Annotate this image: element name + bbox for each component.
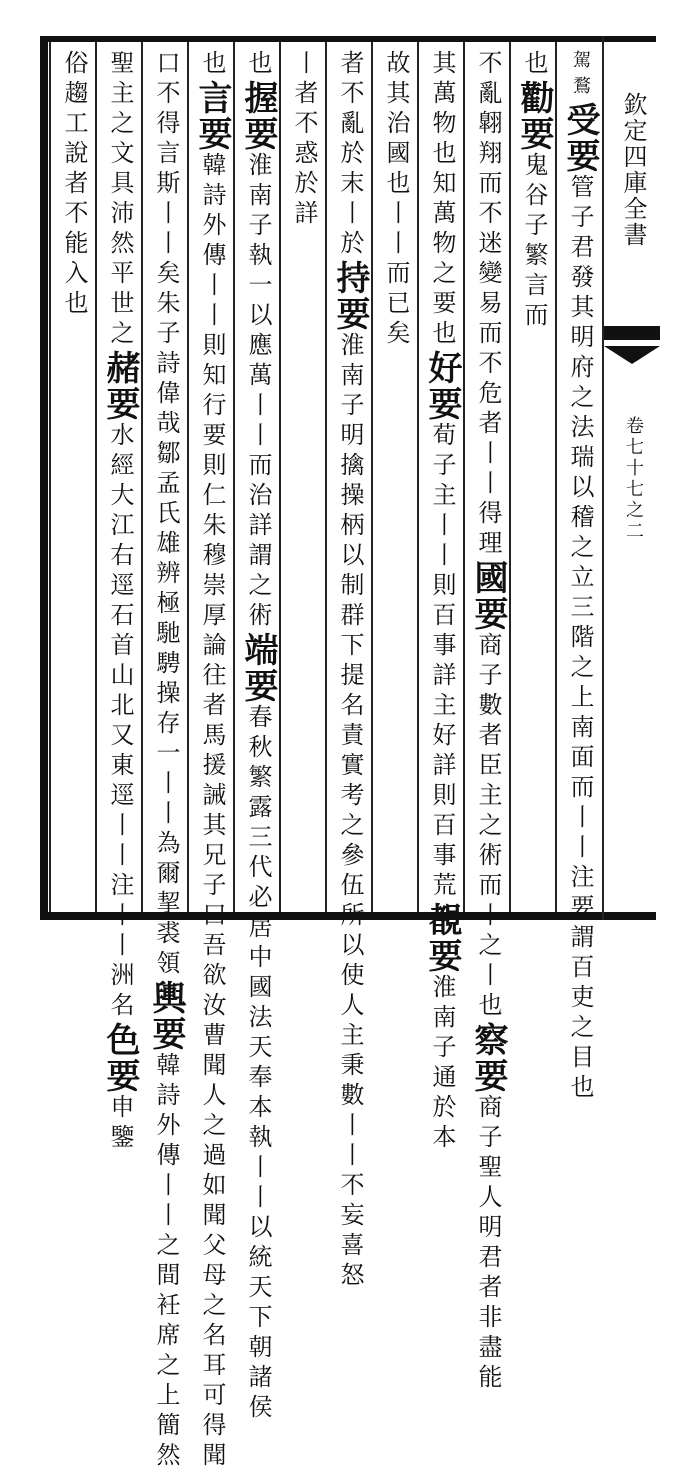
entry-text: 口不得言斯丨丨矣朱子詩偉哉鄒孟氏雄辨極馳騁操存一丨丨為爾挈裘領	[152, 50, 180, 980]
fish-tail-mark-icon	[604, 326, 660, 340]
text-column	[142, 50, 190, 1472]
text-column	[326, 50, 374, 1292]
entry-text: 俗趨工說者不能入也	[60, 50, 88, 320]
entry-text: 丨者不惑於詳	[290, 50, 318, 230]
entry-heading: 察要	[468, 1022, 508, 1094]
entry-text: 鬼谷子繁言而	[520, 152, 548, 332]
entry-text: 春秋繁露三代必居中國法天奉本執丨丨以統天下朝諸侯	[244, 704, 272, 1424]
entry-heading: 輿要	[146, 980, 186, 1052]
page-margin-strip	[602, 36, 658, 920]
text-column	[96, 50, 144, 1154]
entry-text: 水經大江右逕石首山北又東逕丨丨注丨丨洲名	[106, 422, 134, 1022]
book-title: 欽定四庫全書	[619, 92, 647, 248]
entry-text: 淮南子明擒操柄以制群下提名責實考之參伍所以使人主秉數丨丨不妄喜怒	[336, 332, 364, 1292]
entry-text: 駕鶩	[570, 50, 591, 102]
text-column	[234, 50, 282, 1424]
text-column	[280, 50, 328, 910]
entry-text: 申鑒	[106, 1094, 134, 1154]
frame-left-border	[40, 36, 48, 920]
entry-text: 其萬物也知萬物之要也	[428, 50, 456, 350]
entry-text: 聖主之文具沛然平世之	[106, 50, 134, 350]
entry-text: 管子君發其明府之法瑞以稽之立三階之上南面而丨丨注要謂百吏之目也	[566, 174, 594, 1104]
text-column	[510, 50, 558, 910]
entry-text: 商子數者臣主之術而丨之丨也	[474, 632, 502, 1022]
entry-heading: 握要	[238, 80, 278, 152]
text-column	[418, 50, 466, 1154]
entry-text: 韓詩外傳丨丨之間衽席之上簡然	[152, 1052, 180, 1472]
entry-heading: 赭要	[100, 350, 140, 422]
entry-heading: 國要	[468, 560, 508, 632]
text-column	[556, 50, 604, 1104]
entry-heading: 好要	[422, 350, 462, 422]
frame-top-border	[40, 36, 656, 42]
entry-heading: 受要	[560, 102, 600, 174]
fish-tail-notch-icon	[604, 346, 660, 364]
entry-heading: 色要	[100, 1022, 140, 1094]
entry-heading: 言要	[192, 80, 232, 152]
entry-text: 也	[198, 50, 226, 80]
text-column	[372, 50, 420, 910]
entry-text: 荀子主丨丨則百事詳主好詳則百事荒	[428, 422, 456, 902]
entry-heading: 覩要	[422, 902, 462, 974]
volume-label: 卷七十七之二	[623, 416, 644, 542]
entry-text: 故其治國也丨丨而已矣	[382, 50, 410, 350]
text-column	[188, 50, 236, 1472]
text-column	[464, 50, 512, 1394]
entry-text: 也	[520, 50, 548, 80]
entry-heading: 勸要	[514, 80, 554, 152]
entry-text: 也	[244, 50, 272, 80]
entry-heading: 持要	[330, 260, 370, 332]
entry-text: 者不亂於末丨於	[336, 50, 364, 260]
entry-text: 淮南子執一以應萬丨丨而治詳謂之術	[244, 152, 272, 632]
entry-text: 韓詩外傳丨丨則知行要則仁朱穆崇厚論往者馬援誡其兄子曰吾欲汝曹聞人之過如聞父母之名耳可得聞	[198, 152, 226, 1472]
text-column	[50, 50, 98, 910]
entry-text: 淮南子通於本	[428, 974, 456, 1154]
entry-text: 商子聖人明君者非盡能	[474, 1094, 502, 1394]
entry-heading: 端要	[238, 632, 278, 704]
entry-text: 不亂翺翔而不迷變易而不危者丨丨得理	[474, 50, 502, 560]
